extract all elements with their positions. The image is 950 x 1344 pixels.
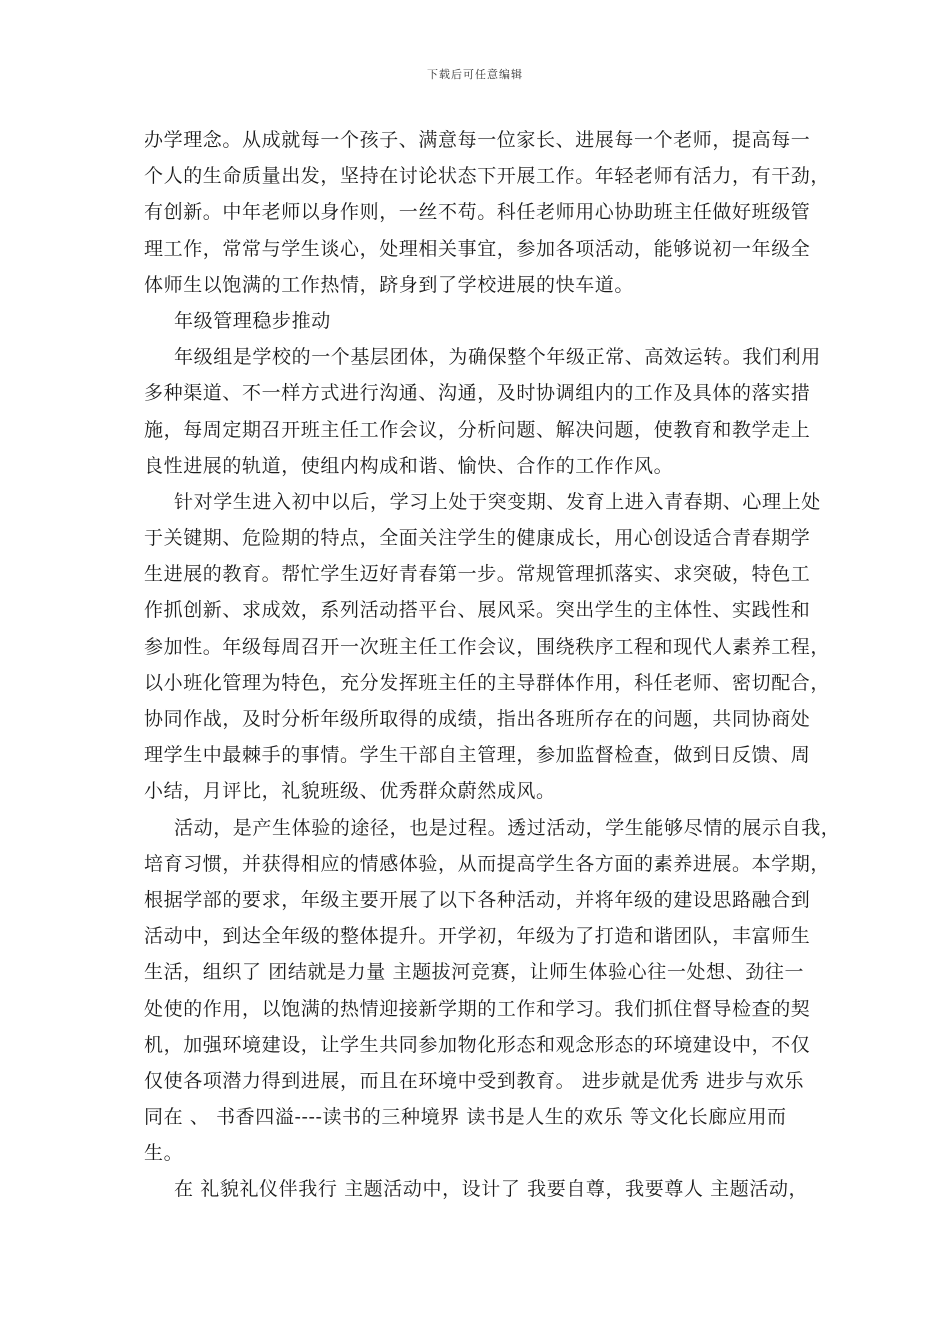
text-line: 同在 、 书香四溢----读书的三种境界 读书是人生的欢乐 等文化长廊应用而 [144, 1106, 787, 1129]
text-line: 理学生中最棘手的事情。学生干部自主管理，参加监督检查，做到日反馈、周 [144, 744, 811, 767]
paragraph [144, 810, 841, 1172]
text-line: 处使的作用，以饱满的热情迎接新学期的工作和学习。我们抓住督导检查的契 [144, 997, 811, 1020]
text-line: 协同作战，及时分析年级所取得的成绩，指出各班所存在的问题，共同协商处 [144, 708, 811, 730]
text-line: 针对学生进入初中以后，学习上处于突变期、发育上进入青春期、心理上处 [174, 490, 821, 513]
paragraph [144, 122, 831, 303]
text-line: 参加性。年级每周召开一次班主任工作会议，围绕秩序工程和现代人素养工程， [144, 635, 831, 658]
document-body [144, 122, 841, 1208]
text-line: 多种渠道、不一样方式进行沟通、沟通，及时协调组内的工作及具体的落实措 [144, 382, 811, 405]
text-line: 生活，组织了 团结就是力量 主题拔河竞赛，让师生体验心往一处想、劲往一 [144, 961, 805, 984]
page-header: 下载后可任意编辑 [427, 68, 523, 81]
paragraph [144, 303, 824, 339]
text-line: 培育习惯，并获得相应的情感体验，从而提高学生各方面的素养进展。本学期， [144, 852, 831, 875]
paragraph [144, 339, 824, 484]
paragraph [144, 1171, 824, 1207]
text-line: 个人的生命质量出发，坚持在讨论状态下开展工作。年轻老师有活力，有干劲， [144, 165, 831, 188]
text-line: 施，每周定期召开班主任工作会议，分析问题、解决问题，使教育和教学走上 [144, 418, 811, 441]
text-line: 良性进展的轨道，使组内构成和谐、愉快、合作的工作作风。 [144, 454, 674, 477]
text-line: 办学理念。从成就每一个孩子、满意每一位家长、进展每一个老师，提高每一 [144, 129, 811, 151]
text-line: 活动中，到达全年级的整体提升。开学初，年级为了打造和谐团队，丰富师生 [144, 925, 811, 948]
text-line: 理工作，常常与学生谈心，处理相关事宜，参加各项活动，能够说初一年级全 [144, 237, 811, 260]
text-line: 年级管理稳步推动 [174, 309, 331, 332]
text-line: 活动，是产生体验的途径，也是过程。透过活动，学生能够尽情的展示自我， [174, 816, 841, 839]
text-line: 以小班化管理为特色，充分发挥班主任的主导群体作用，科任老师、密切配合， [144, 671, 831, 694]
text-line: 年级组是学校的一个基层团体，为确保整个年级正常、高效运转。我们利用 [174, 346, 821, 369]
text-line: 根据学部的要求，年级主要开展了以下各种活动，并将年级的建设思路融合到 [144, 888, 811, 911]
text-line: 在 礼貌礼仪伴我行 主题活动中，设计了 我要自尊，我要尊人 主题活动， [174, 1178, 809, 1201]
text-line: 机，加强环境建设，让学生共同参加物化形态和观念形态的环境建设中，不仅 [144, 1033, 811, 1056]
text-line: 作抓创新、求成效，系列活动搭平台、展风采。突出学生的主体性、实践性和 [144, 599, 811, 622]
text-line: 于关键期、危险期的特点，全面关注学生的健康成长，用心创设适合青春期学 [144, 527, 811, 550]
text-line: 生进展的教育。帮忙学生迈好青春第一步。常规管理抓落实、求突破，特色工 [144, 563, 811, 586]
text-line: 有创新。中年老师以身作则，一丝不苟。科任老师用心协助班主任做好班级管 [144, 201, 811, 224]
text-line: 仅使各项潜力得到进展，而且在环境中受到教育。 进步就是优秀 进步与欢乐 [144, 1069, 805, 1092]
text-line: 小结，月评比，礼貌班级、优秀群众蔚然成风。 [144, 780, 556, 803]
paragraph [144, 484, 831, 810]
text-line: 生。 [144, 1142, 184, 1165]
text-line: 体师生以饱满的工作热情，跻身到了学校进展的快车道。 [144, 273, 635, 296]
